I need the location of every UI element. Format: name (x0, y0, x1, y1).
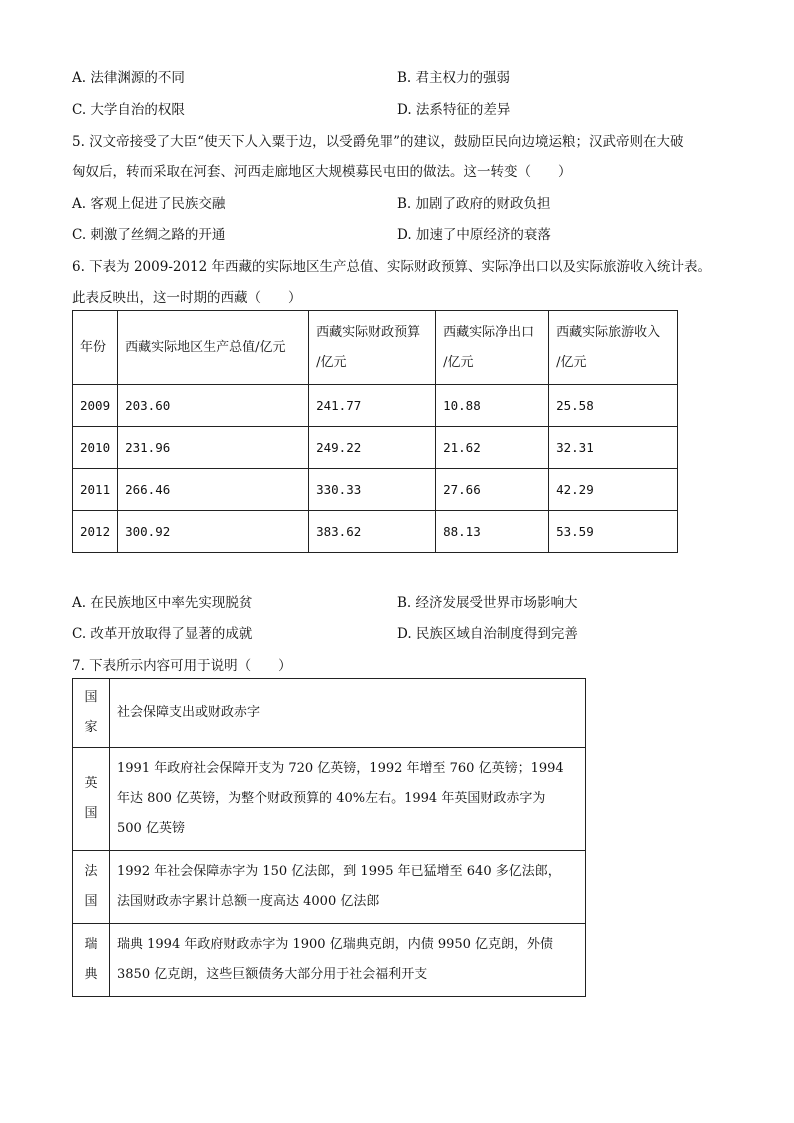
q5-stem-line1: 5. 汉文帝接受了大臣“使天下人入粟于边，以受爵免罪”的建议，鼓励臣民向边境运粮；汉武帝则在大破 (72, 134, 684, 150)
table-row (73, 511, 678, 553)
table-row (73, 427, 678, 469)
q4-option-c[interactable]: C. 大学自治的权限 (72, 102, 185, 118)
header-country (73, 679, 110, 748)
cell-budget: 249.22 (309, 427, 436, 469)
cell-gdp: 300.92 (118, 511, 309, 553)
cell-export: 27.66 (436, 469, 549, 511)
cell-export: 88.13 (436, 511, 549, 553)
q6-option-b[interactable]: B. 经济发展受世界市场影响大 (397, 595, 578, 611)
q5-option-a[interactable]: A. 客观上促进了民族交融 (72, 196, 226, 212)
q7-stem: 7. 下表所示内容可用于说明（ ） (72, 658, 292, 674)
cell-budget: 330.33 (309, 469, 436, 511)
country-uk-char2: 国 (84, 806, 98, 821)
q7-data-table (72, 678, 586, 997)
uk-text-line1: 1991 年政府社会保障开支为 720 亿英镑，1992 年增至 760 亿英镑；1994 (117, 761, 564, 776)
country-sweden-char1: 瑞 (84, 937, 98, 952)
q6-option-a[interactable]: A. 在民族地区中率先实现脱贫 (72, 595, 253, 611)
table-header-row (73, 679, 586, 748)
cell-tourism: 25.58 (549, 385, 678, 427)
q6-stem-line2: 此表反映出，这一时期的西藏（ ） (72, 290, 302, 306)
q4-option-b[interactable]: B. 君主权力的强弱 (397, 70, 511, 86)
header-tourism (549, 311, 678, 385)
uk-content (110, 748, 586, 851)
q5-stem-line2: 匈奴后，转而采取在河套、河西走廊地区大规模募民屯田的做法。这一转变（ ） (72, 164, 572, 180)
country-france (73, 851, 110, 924)
header-export-line2: /亿元 (443, 354, 474, 370)
q5-option-c[interactable]: C. 刺激了丝绸之路的开通 (72, 227, 226, 243)
sweden-content (110, 924, 586, 997)
header-budget-line1: 西藏实际财政预算 (316, 324, 421, 340)
q6-option-d[interactable]: D. 民族区域自治制度得到完善 (397, 626, 578, 642)
france-text-line2: 法国财政赤字累计总额一度高达 4000 亿法郎 (117, 894, 380, 909)
country-france-char1: 法 (84, 864, 98, 879)
france-content (110, 851, 586, 924)
table-row-sweden (73, 924, 586, 997)
country-uk (73, 748, 110, 851)
cell-export: 21.62 (436, 427, 549, 469)
uk-text-line2: 年达 800 亿英镑，为整个财政预算的 40%左右。1994 年英国财政赤字为 (117, 791, 546, 806)
cell-year: 2011 (73, 469, 118, 511)
q5-option-b[interactable]: B. 加剧了政府的财政负担 (397, 196, 551, 212)
header-budget (309, 311, 436, 385)
header-year: 年份 (73, 311, 118, 385)
q4-option-d[interactable]: D. 法系特征的差异 (397, 102, 511, 118)
header-export-line1: 西藏实际净出口 (443, 324, 535, 340)
q5-option-d[interactable]: D. 加速了中原经济的衰落 (397, 227, 551, 243)
header-tourism-line2: /亿元 (556, 354, 587, 370)
header-gdp: 西藏实际地区生产总值/亿元 (118, 311, 309, 385)
table-row (73, 385, 678, 427)
country-france-char2: 国 (84, 894, 98, 909)
cell-tourism: 53.59 (549, 511, 678, 553)
cell-budget: 241.77 (309, 385, 436, 427)
cell-gdp: 266.46 (118, 469, 309, 511)
q6-option-c[interactable]: C. 改革开放取得了显著的成就 (72, 626, 253, 642)
sweden-text-line2: 3850 亿克朗，这些巨额债务大部分用于社会福利开支 (117, 967, 428, 982)
q6-stem-line1: 6. 下表为 2009-2012 年西藏的实际地区生产总值、实际财政预算、实际净出口以及实际旅游收入统计表。 (72, 259, 712, 275)
header-export (436, 311, 549, 385)
cell-budget: 383.62 (309, 511, 436, 553)
table-row-uk (73, 748, 586, 851)
cell-year: 2012 (73, 511, 118, 553)
sweden-text-line1: 瑞典 1994 年政府财政赤字为 1900 亿瑞典克朗，内债 9950 亿克朗，外债 (117, 937, 554, 952)
header-budget-line2: /亿元 (316, 354, 347, 370)
table-header-row (73, 311, 678, 385)
cell-gdp: 203.60 (118, 385, 309, 427)
cell-gdp: 231.96 (118, 427, 309, 469)
cell-export: 10.88 (436, 385, 549, 427)
uk-text-line3: 500 亿英镑 (117, 821, 185, 836)
cell-tourism: 32.31 (549, 427, 678, 469)
cell-tourism: 42.29 (549, 469, 678, 511)
country-uk-char1: 英 (84, 776, 98, 791)
header-content: 社会保障支出或财政赤字 (110, 679, 586, 748)
q4-option-a[interactable]: A. 法律渊源的不同 (72, 70, 185, 86)
france-text-line1: 1992 年社会保障赤字为 150 亿法郎，到 1995 年已猛增至 640 多亿法郎， (117, 864, 561, 879)
header-country-char1: 国 (84, 690, 98, 705)
country-sweden (73, 924, 110, 997)
cell-year: 2009 (73, 385, 118, 427)
cell-year: 2010 (73, 427, 118, 469)
q6-data-table (72, 310, 678, 553)
header-tourism-line1: 西藏实际旅游收入 (556, 324, 661, 340)
header-country-char2: 家 (84, 720, 98, 735)
table-row-france (73, 851, 586, 924)
table-row (73, 469, 678, 511)
country-sweden-char2: 典 (84, 967, 98, 982)
